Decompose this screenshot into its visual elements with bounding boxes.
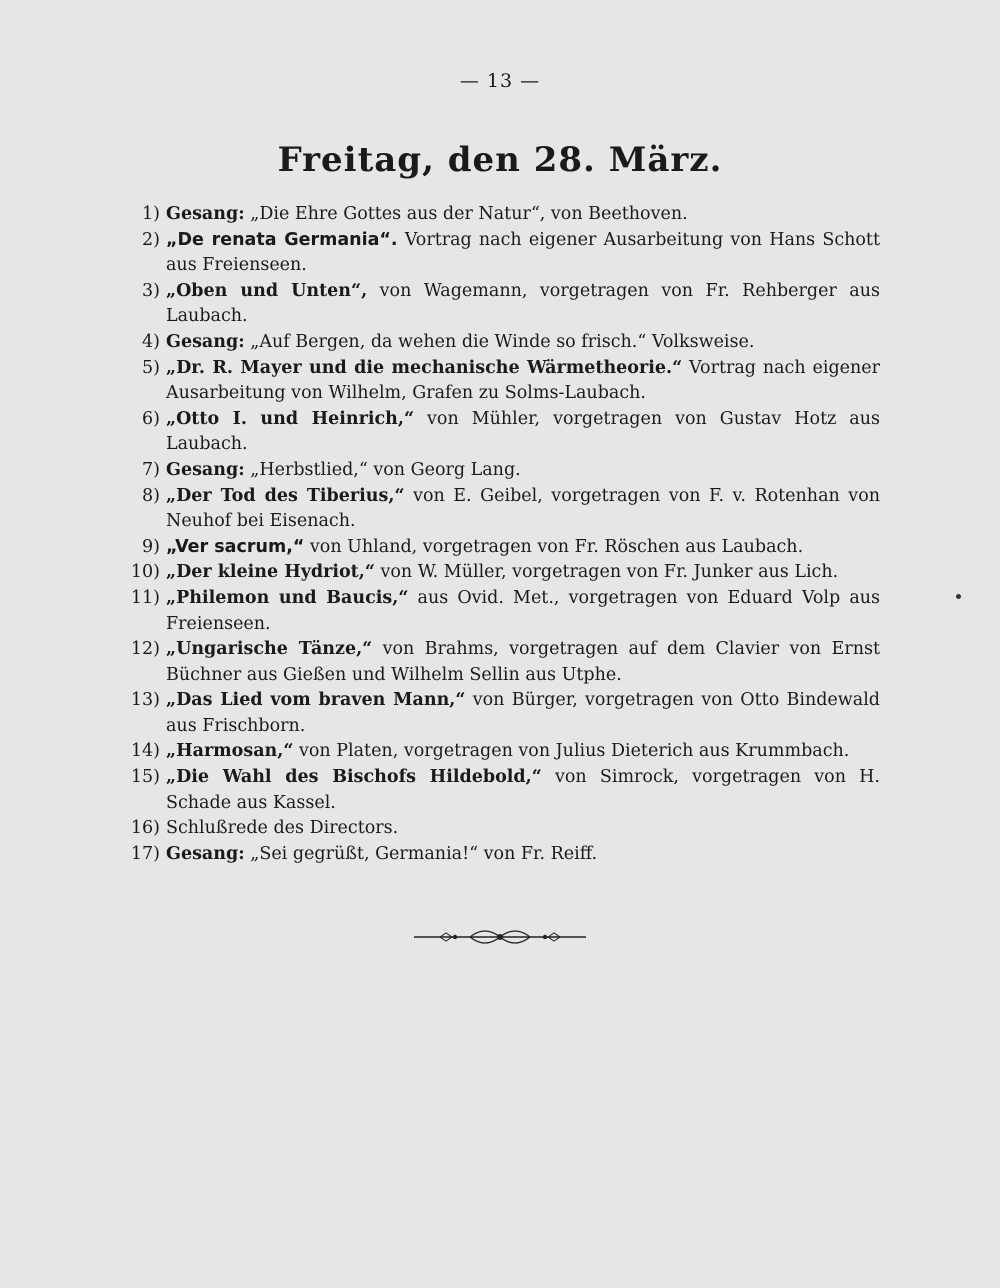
entry-text: [166, 739, 880, 765]
page-title: Freitag, den 28. März.: [277, 140, 723, 180]
entry-text: [166, 484, 880, 535]
entry-work-title: „Der Tod des Tiberius,“: [166, 485, 405, 506]
entry-number: 9): [142, 536, 160, 557]
entry-detail: von Brahms, vorgetragen auf dem Clavier von Ernst Büchner aus Gießen und Wilhelm Sellin aus Utphe.: [166, 639, 880, 685]
program-entry: [110, 586, 880, 637]
program-entry: [110, 202, 880, 228]
entry-text: [166, 356, 880, 407]
program-entry: [110, 458, 880, 484]
entry-work-title: „Dr. R. Mayer und die mechanische Wärmetheorie.“: [166, 357, 683, 378]
entry-text: [166, 586, 880, 637]
entry-text: [166, 637, 880, 688]
entry-text: [166, 330, 880, 356]
program-entry: [110, 356, 880, 407]
entry-number: 3): [142, 280, 160, 301]
entry-detail: aus Ovid. Met., vorgetragen von Eduard Volp aus Freienseen.: [166, 587, 881, 634]
entry-work-title: „Philemon und Baucis,“: [166, 587, 409, 608]
entry-work-title: „Ungarische Tänze,“: [166, 639, 373, 660]
entry-detail: von W. Müller, vorgetragen von Fr. Junker aus Lich.: [374, 562, 839, 583]
entry-detail: „Die Ehre Gottes aus der Natur“, von Beethoven.: [244, 204, 688, 224]
program-entry: [110, 816, 880, 842]
entry-text: [166, 407, 880, 458]
entry-detail: Schlußrede des Directors.: [166, 818, 399, 839]
entry-text: [166, 816, 880, 842]
ornament-divider-icon: [410, 925, 590, 949]
entry-work-title: „Die Wahl des Bischofs Hildebold,“: [166, 767, 542, 788]
program-entry: [110, 330, 880, 356]
entry-number: 15): [130, 767, 160, 788]
entry-work-title: „Ver sacrum,“: [166, 536, 305, 557]
entry-detail: von Platen, vorgetragen von Julius Dieterich aus Krummbach.: [293, 741, 850, 762]
entry-work-title: „Harmosan,“: [166, 741, 294, 762]
entry-detail: von Simrock, vorgetragen von H. Schade aus Kassel.: [166, 767, 880, 813]
entry-number: 4): [142, 331, 160, 352]
entry-number: 11): [130, 587, 160, 608]
entry-detail: „Sei gegrüßt, Germania!“ von Fr. Reiff.: [244, 843, 598, 864]
entry-detail: Vortrag nach eigener Ausarbeitung von Hans Schott aus Freienseen.: [166, 229, 880, 276]
entry-text: [166, 279, 880, 330]
entry-detail: von Mühler, vorgetragen von Gustav Hotz aus Laubach.: [166, 408, 880, 455]
program-entry: [110, 842, 880, 868]
entry-text: [166, 560, 880, 586]
entry-work-title: Gesang:: [166, 204, 245, 224]
program-entry: [110, 279, 880, 330]
entry-text: [166, 765, 880, 816]
ink-dot: [956, 594, 961, 599]
entry-work-title: Gesang:: [166, 843, 245, 864]
program-entry: [110, 739, 880, 765]
entry-work-title: „Der kleine Hydriot,“: [166, 562, 375, 583]
entry-number: 7): [142, 459, 160, 480]
entry-work-title: „Oben und Unten“,: [166, 280, 368, 301]
entry-number: 12): [130, 639, 160, 660]
entry-detail: „Herbstlied,“ von Georg Lang.: [244, 459, 521, 480]
entry-detail: Vortrag nach eigener Ausarbeitung von Wilhelm, Grafen zu Solms-Laubach.: [166, 357, 880, 404]
entry-detail: von Uhland, vorgetragen von Fr. Röschen aus Laubach.: [304, 536, 804, 557]
entry-detail: von Wagemann, vorgetragen von Fr. Rehberger aus Laubach.: [166, 280, 880, 327]
program-entry: [110, 688, 880, 739]
program-entry: [110, 484, 880, 535]
program-entry: [110, 560, 880, 586]
entry-number: 13): [130, 690, 160, 711]
entry-number: 16): [130, 818, 160, 839]
entry-number: 14): [130, 741, 160, 762]
entry-work-title: „De renata Germania“.: [166, 229, 398, 250]
entry-text: [166, 228, 880, 279]
entry-number: 10): [130, 562, 160, 583]
entry-text: [166, 842, 880, 868]
program-entry: [110, 228, 880, 279]
program-entry: [110, 765, 880, 816]
entry-number: 6): [142, 408, 160, 429]
entry-work-title: Gesang:: [166, 331, 245, 352]
entry-number: 17): [130, 843, 160, 864]
entry-work-title: Gesang:: [166, 459, 245, 480]
entry-number: 1): [142, 204, 160, 224]
entry-number: 8): [142, 485, 160, 506]
entry-work-title: „Das Lied vom braven Mann,“: [166, 690, 466, 711]
program-entry: [110, 637, 880, 688]
program-entry: [110, 535, 880, 561]
entry-text: [166, 458, 880, 484]
entry-detail: von Bürger, vorgetragen von Otto Bindewald aus Frischborn.: [166, 690, 881, 736]
entry-text: [166, 535, 880, 561]
entry-detail: von E. Geibel, vorgetragen von F. v. Rotenhan von Neuhof bei Eisenach.: [166, 485, 880, 532]
entry-work-title: „Otto I. und Heinrich,“: [166, 408, 415, 429]
page-number: — 13 —: [459, 70, 541, 92]
entry-text: [166, 202, 880, 228]
entry-detail: „Auf Bergen, da wehen die Winde so frisch.“ Volksweise.: [244, 331, 755, 352]
entry-text: [166, 688, 880, 739]
program-entry: [110, 407, 880, 458]
entry-number: 5): [142, 357, 160, 378]
entry-number: 2): [142, 229, 160, 250]
program-list: [110, 202, 880, 867]
